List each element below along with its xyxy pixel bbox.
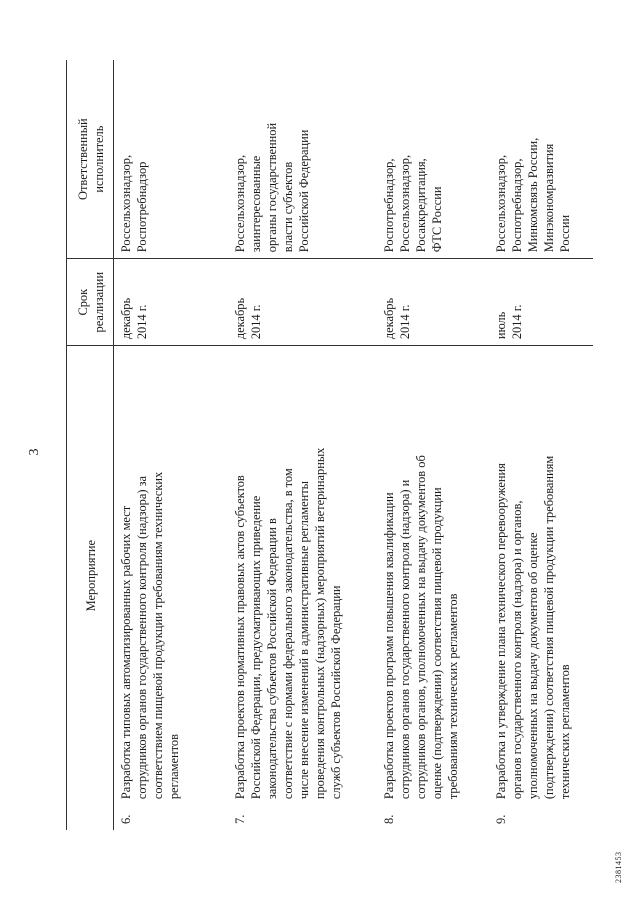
action-line: Разработка типовых автоматизированных рабочих мест xyxy=(119,505,133,800)
table-row xyxy=(228,60,377,830)
responsible-line: Россельхознадзор, xyxy=(119,154,133,253)
deadline-line: декабрь xyxy=(119,297,133,340)
row-responsible xyxy=(114,60,229,259)
action-line: уполномоченных на выдачу документов об оценке xyxy=(526,532,540,800)
deadline-line: декабрь xyxy=(382,297,396,340)
row-action xyxy=(377,346,489,806)
row-responsible xyxy=(377,60,489,259)
responsible-line: России xyxy=(558,214,572,253)
page-number: 3 xyxy=(27,448,42,456)
header-responsible xyxy=(67,60,114,259)
header-action: Мероприятие xyxy=(84,539,98,612)
header-responsible-line: Ответственный xyxy=(76,118,90,200)
action-line: регламентов xyxy=(167,734,181,800)
action-line: сотрудников органов государственного контроля (надзора) за xyxy=(135,476,149,800)
row-deadline xyxy=(114,259,229,346)
action-line: органов государственного контроля (надзора) и органов, xyxy=(510,500,524,800)
table-row xyxy=(489,60,593,830)
header-deadline-line: Срок xyxy=(76,288,90,316)
deadline-line: 2014 г. xyxy=(510,304,524,340)
responsible-line: Росаккредитация, xyxy=(414,158,428,253)
deadline-line: июль xyxy=(494,311,508,340)
header-deadline xyxy=(67,259,114,346)
row-action xyxy=(228,346,377,806)
row-responsible xyxy=(228,60,377,259)
measures-table xyxy=(66,60,593,830)
action-line: соответствие с нормами федерального законодательства, в том xyxy=(281,468,295,800)
responsible-line: Роспотребнадзор, xyxy=(510,158,524,253)
row-deadline xyxy=(377,259,489,346)
responsible-line: органы государственной xyxy=(265,122,279,253)
responsible-line: Россельхознадзор, xyxy=(398,154,412,253)
row-number: 9. xyxy=(494,814,508,824)
table-row xyxy=(114,60,229,830)
row-action xyxy=(114,346,229,806)
deadline-line: 2014 г. xyxy=(398,304,412,340)
header-deadline-line: реализации xyxy=(92,271,106,333)
row-number: 6. xyxy=(119,814,133,824)
deadline-line: 2014 г. xyxy=(135,304,149,340)
action-line: сотрудников органов, уполномоченных на выдачу документов об xyxy=(414,455,428,800)
action-line: числе внесение изменений в административные регламенты xyxy=(297,481,311,800)
responsible-line: власти субъектов xyxy=(281,161,295,253)
action-line: служб субъектов Российской Федерации xyxy=(329,585,343,800)
action-line: Разработка и утверждение плана технического перевооружения xyxy=(494,463,508,800)
action-line: (подтверждении) соответствия пищевой продукции требованиям xyxy=(542,455,556,800)
responsible-line: заинтересованные xyxy=(249,155,263,253)
action-line: требованиям технических регламентов xyxy=(446,593,460,800)
action-line: Разработка проектов программ повышения квалификации xyxy=(382,492,396,800)
responsible-line: Российской Федерации xyxy=(297,129,311,253)
deadline-line: декабрь xyxy=(233,297,247,340)
responsible-line: Россельхознадзор, xyxy=(494,154,508,253)
action-line: оценке (подтверждении) соответствия пищевой продукции xyxy=(430,487,444,800)
table-header-row xyxy=(67,60,114,830)
row-deadline xyxy=(228,259,377,346)
responsible-line: Минэкономразвития xyxy=(542,143,556,253)
action-line: технических регламентов xyxy=(558,664,572,800)
responsible-line: Россельхознадзор, xyxy=(233,154,247,253)
row-responsible xyxy=(489,60,593,259)
responsible-line: Минкомсвязь России, xyxy=(526,137,540,253)
action-line: законодательства субъектов Российской Федерации в xyxy=(265,518,279,800)
responsible-line: Роспотребнадзор, xyxy=(382,158,396,253)
row-deadline xyxy=(489,259,593,346)
deadline-line: 2014 г. xyxy=(249,304,263,340)
document-id: 2381453 xyxy=(614,851,623,883)
table-row xyxy=(377,60,489,830)
responsible-line: ФТС России xyxy=(430,186,444,253)
row-action xyxy=(489,346,593,806)
action-line: проведения контрольных (надзорных) мероприятий ветеринарных xyxy=(313,447,327,800)
header-responsible-line: исполнитель xyxy=(92,125,106,193)
responsible-line: Роспотребнадзор xyxy=(135,161,149,253)
row-number: 8. xyxy=(382,814,396,824)
action-line: Российской Федерации, предусматривающих приведение xyxy=(249,495,263,800)
header-number xyxy=(67,805,114,830)
action-line: Разработка проектов нормативных правовых актов субъектов xyxy=(233,475,247,800)
action-line: сотрудников органов государственного контроля (надзора) и xyxy=(398,479,412,800)
action-line: соответствием пищевой продукции требованиям технических xyxy=(151,471,165,800)
row-number: 7. xyxy=(233,814,247,824)
